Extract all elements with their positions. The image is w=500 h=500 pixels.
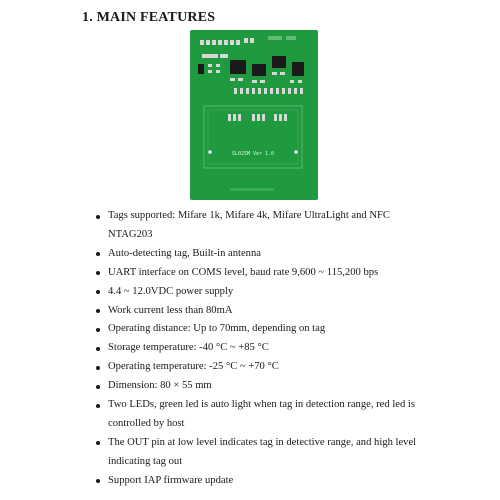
list-item: Operating temperature: -25 °C ~ +70 °C: [96, 358, 426, 377]
list-item: Tags supported: Mifare 1k, Mifare 4k, Mifare UltraLight and NFC NTAG203: [96, 207, 426, 245]
rfid-module-board: [190, 30, 318, 200]
list-item: UART interface on COMS level, baud rate 9,600 ~ 115,200 bps: [96, 264, 426, 283]
list-item: Storage temperature: -40 °C ~ +85 °C: [96, 339, 426, 358]
rfid-module-photo: [190, 30, 318, 200]
microcontroller-chip: [230, 60, 246, 74]
board-silkscreen-label: SL025M Ver 1.0: [231, 151, 275, 157]
rfid-reader-chip: [252, 64, 266, 76]
list-item: 4.4 ~ 12.0VDC power supply: [96, 283, 426, 302]
list-item: Dimension: 80 × 55 mm: [96, 377, 426, 396]
red-led: [294, 150, 298, 154]
list-item: Support IAP firmware update: [96, 472, 426, 491]
list-item: Operating distance: Up to 70mm, depending on tag: [96, 320, 426, 339]
list-item: The OUT pin at low level indicates tag in detective range, and high level indicating tag out: [96, 434, 426, 472]
feature-list: [96, 207, 426, 491]
list-item: Work current less than 80mA: [96, 302, 426, 321]
list-item: Auto-detecting tag, Built-in antenna: [96, 245, 426, 264]
section-heading: 1. MAIN FEATURES: [82, 10, 216, 25]
list-item: Two LEDs, green led is auto light when tag in detection range, red led is controlled by host: [96, 396, 426, 434]
green-led: [208, 150, 212, 154]
